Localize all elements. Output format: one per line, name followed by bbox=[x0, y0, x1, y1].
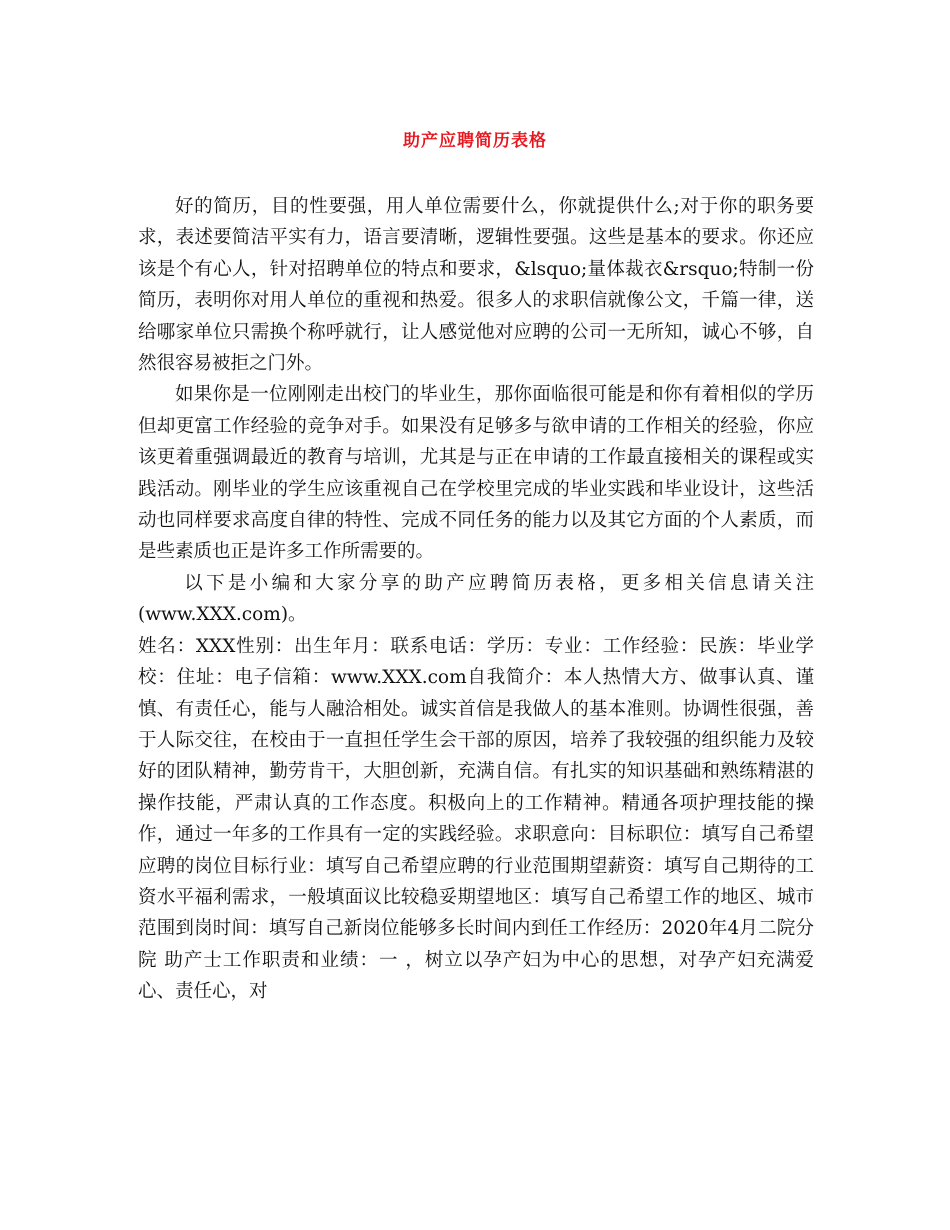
paragraph-intro: 好的简历，目的性要强，用人单位需要什么，你就提供什么;对于你的职务要求，表述要简洁平实有力，语言要清晰，逻辑性要强。这些是基本的要求。你还应该是个有心人，针对招聘单位的特点和要求，&lsquo;量体裁衣&rsquo;特制一份简历，表明你对用人单位的重视和热爱。很多人的求职信就像公文，千篇一律，送给哪家单位只需换个称呼就行，让人感觉他对应聘的公司一无所知，诚心不够，自然很容易被拒之门外。 bbox=[138, 196, 814, 375]
paragraph-resume-form: 姓名：XXX性别：出生年月：联系电话：学历：专业：工作经验：民族：毕业学校：住址：电子信箱：www.XXX.com自我简介：本人热情大方、做事认真、谨慎、有责任心，能与人融洽相处。诚实首信是我做人的基本准则。协调性很强，善于人际交往，在校由于一直担任学生会干部的原因，培养了我较强的组织能力及较好的团队精神，勤劳肯干，大胆创新，充满自信。有扎实的知识基础和熟练精湛的操作技能，严肃认真的工作态度。积极向上的工作精神。精通各项护理技能的操作，通过一年多的工作具有一定的实践经验。求职意向：目标职位：填写自己希望应聘的岗位目标行业：填写自己希望应聘的行业范围期望薪资：填写自己期待的工资水平福利需求，一般填面议比较稳妥期望地区：填写自己希望工作的地区、城市范围到岗时间：填写自己新岗位能够多长时间内到任工作经历：2020年4月二院分院 助产士工作职责和业绩：一 ，树立以孕产妇为中心的思想，对孕产妇充满爱心、责任心，对 bbox=[138, 635, 814, 1003]
document-title: 助产应聘简历表格 bbox=[403, 131, 547, 151]
paragraph-share-note: 以下是小编和大家分享的助产应聘简历表格，更多相关信息请关注(www.XXX.com)。 bbox=[138, 572, 814, 626]
document-body bbox=[138, 191, 814, 1008]
paragraph-graduate: 如果你是一位刚刚走出校门的毕业生，那你面临很可能是和你有着相似的学历但却更富工作经验的竞争对手。如果没有足够多与欲申请的工作相关的经验，你应该更着重强调最近的教育与培训，尤其是与正在申请的工作最直接相关的课程或实践活动。刚毕业的学生应该重视自己在学校里完成的毕业实践和毕业设计，这些活动也同样要求高度自律的特性、完成不同任务的能力以及其它方面的个人素质，而是些素质也正是许多工作所需要的。 bbox=[138, 384, 814, 563]
